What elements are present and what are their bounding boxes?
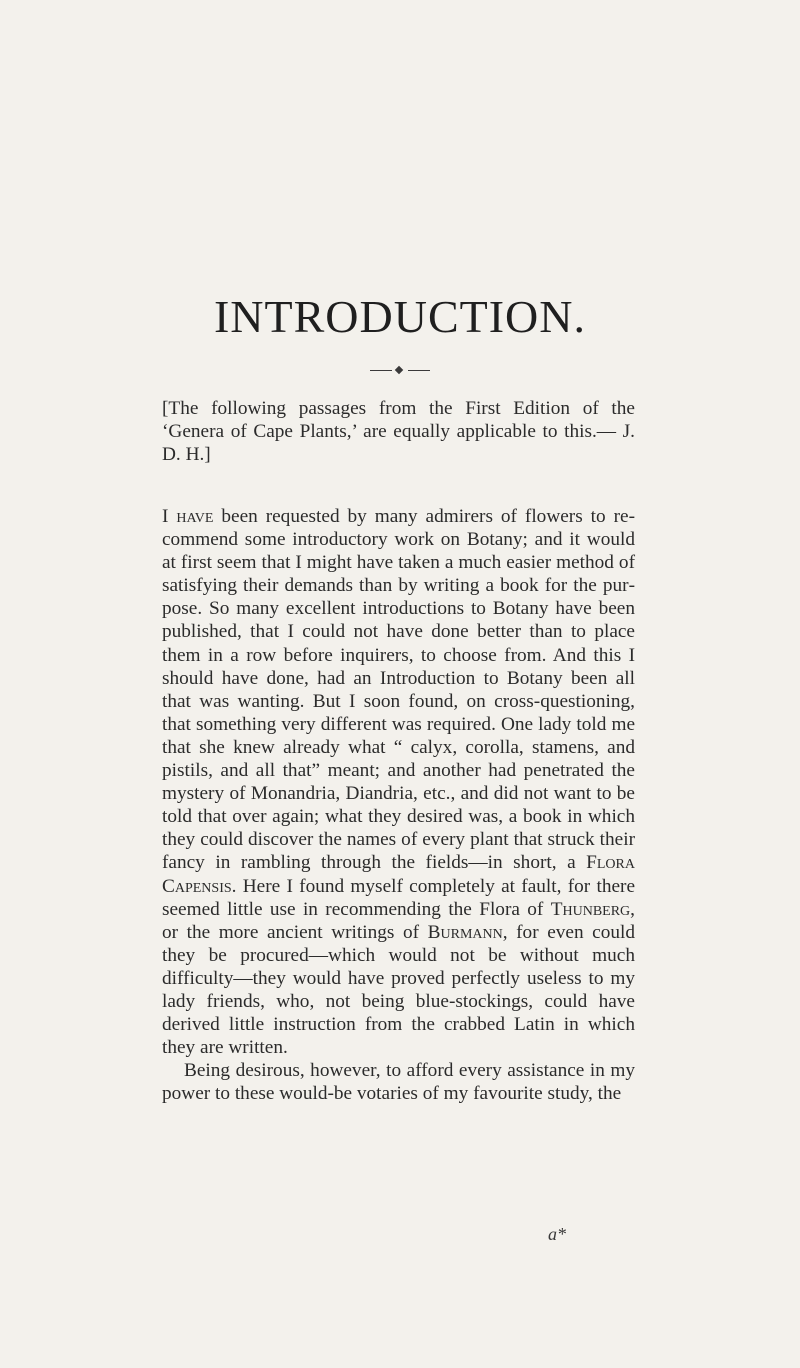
paragraph-2: Being desirous, however, to afford every assistance in my power to these would-be votaries of my favourite study, the xyxy=(162,1060,635,1105)
diamond-icon xyxy=(395,366,403,374)
paragraph-text: been requested by many admirers of flowers to recommend some introductory work on Botany; and it would at first seem that I might have taken a much easier method of satisfying their demands than by writing a book for the purpose. So many excellent introductions to Botany have been published, that I could not have done better than to place them in a row before inquirers, to choose from. And this I should have done, had an Introduction to Botany been all that was wanting. But I soon found, on cross-questioning, that something very different was required. One lady told me that she knew already what “ calyx, corolla, stamens, and pistils, and all that” meant; and another had penetrated the mystery of Monandria, Diandria, etc., and did not want to be told that over again; what they desired was, a book in which they could discover the names of every plant that struck their fancy in rambling through the fields—in short, a xyxy=(162,506,635,874)
author-burmann: Burmann xyxy=(427,921,503,943)
flora-capensis-title: Flora Capensis xyxy=(162,852,635,897)
paragraph-lead: I have xyxy=(162,506,214,527)
editor-note: [The following passages from the First Edition of the ‘Genera of Cape Plants,’ are equally applicable to this.— J. D. H.] xyxy=(162,398,635,466)
signature-mark: a* xyxy=(548,1224,566,1244)
page-title: INTRODUCTION. xyxy=(213,291,586,342)
title-ornament xyxy=(370,366,430,376)
paragraph-1 xyxy=(162,505,635,1059)
introduction-body xyxy=(162,505,635,1105)
paragraph-text: . Here I found myself completely at fault, for there seemed little use in recommending the Flora of xyxy=(162,875,635,920)
paragraph-text: , or the more ancient writings of xyxy=(162,898,635,943)
author-thunberg: Thunberg xyxy=(550,898,631,920)
paragraph-text: , for even could they be procured—which would not be without much difficulty—they would have proved perfectly useless to my lady friends, who, not being blue-stockings, could have derived little instruction from the crabbed Latin in which they are written. xyxy=(162,921,636,1059)
ornament-rule-left xyxy=(370,370,392,371)
ornament-rule-right xyxy=(408,370,430,371)
